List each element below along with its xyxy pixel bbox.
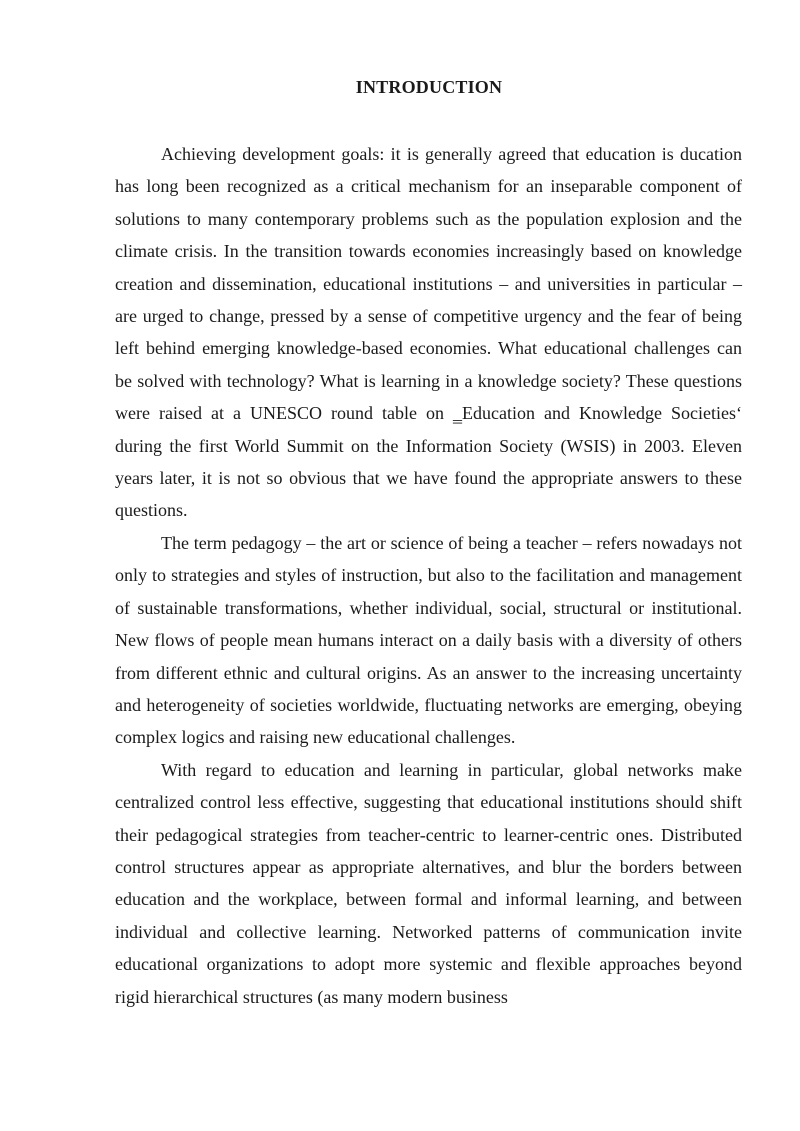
paragraph-3: With regard to education and learning in particular, global networks make centralized control less effective, suggesting that educational institutions should shift their pedagogical strategies from teacher-centric to learner-centric ones. Distributed control structures appear as appropriate alternatives, and blur the borders between education and the workplace, between formal and informal learning, and between individual and collective learning. Networked patterns of communication invite educational organizations to adopt more systemic and flexible approaches beyond rigid hierarchical structures (as many modern business xyxy=(115,759,742,1007)
page-title: INTRODUCTION xyxy=(355,77,503,97)
paragraph-1: Achieving development goals: it is generally agreed that education is ducation has long been recognized as a critical mechanism for an inseparable component of solutions to many contemporary problems such as the population explosion and the climate crisis. In the transition towards economies increasingly based on knowledge creation and dissemination, educational institutions – and universities in particular – are urged to change, pressed by a sense of competitive urgency and the fear of being left behind emerging knowledge-based economies. What educational challenges can be solved with technology? What is learning in a knowledge society? These questions were raised at a UNESCO round table on ‗Education and Knowledge Societies‘ during the first World Summit on the Information Society (WSIS) in 2003. Eleven years later, it is not so obvious that we have found the appropriate answers to these questions. xyxy=(115,144,742,521)
paragraph-2: The term pedagogy – the art or science of being a teacher – refers nowadays not only to strategies and styles of instruction, but also to the facilitation and management of sustainable transformations, whether individual, social, structural or institutional. New flows of people mean humans interact on a daily basis with a diversity of others from different ethnic and cultural origins. As an answer to the increasing uncertainty and heterogeneity of societies worldwide, fluctuating networks are emerging, obeying complex logics and raising new educational challenges. xyxy=(115,532,742,748)
body-text xyxy=(115,138,742,1013)
